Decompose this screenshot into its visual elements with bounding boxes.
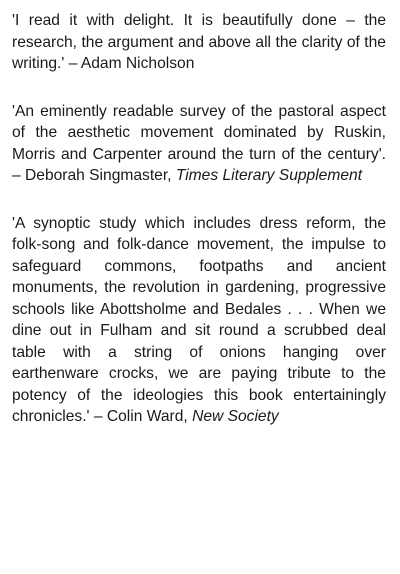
- publication-title: New Society: [192, 408, 279, 425]
- quote-text: 'I read it with delight. It is beautifully done – the research, the argument and above all the clarity of the writing.' – Adam Nicholson: [12, 12, 386, 72]
- quote-singmaster: [12, 101, 386, 187]
- publication-title: Times Literary Supplement: [175, 167, 363, 184]
- quote-ward: [12, 213, 386, 428]
- quote-text: 'A synoptic study which includes dress reform, the folk-song and folk-dance movement, the impulse to safeguard commons, footpaths and ancient monuments, the revolution in gardening, progressive schools like Abottsholme and Bedales . . . When we dine out in Fulham and sit round a scrubbed deal table with a string of onions hanging over earthenware crocks, we are paying tribute to the potency of the ideologies this book entertainingly chronicles.' – Colin Ward,: [12, 214, 386, 425]
- quote-nicholson: [12, 10, 386, 75]
- quote-text: 'An eminently readable survey of the pastoral aspect of the aesthetic movement dominated by Ruskin, Morris and Carpenter around the turn of the century'. – Deborah Singmaster,: [12, 102, 386, 184]
